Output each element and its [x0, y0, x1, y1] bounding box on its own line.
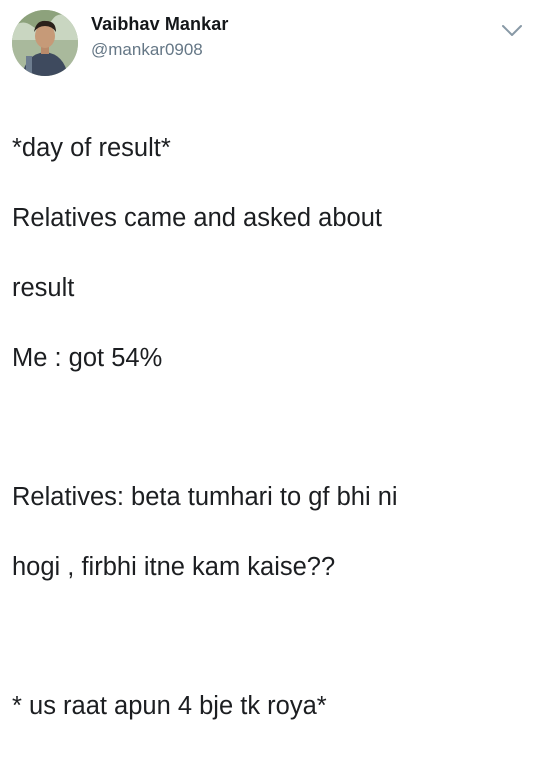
tweet-text: [12, 96, 532, 759]
tweet-line: result: [12, 274, 75, 302]
chevron-down-icon[interactable]: [500, 20, 524, 40]
tweet-line: *day of result*: [12, 134, 171, 162]
tweet-line: * us raat apun 4 bje tk roya*: [12, 692, 327, 720]
tweet-line: Me : got 54%: [12, 344, 163, 372]
tweet-line: Relatives: beta tumhari to gf bhi ni: [12, 483, 398, 511]
author-name[interactable]: Vaibhav Mankar: [91, 14, 229, 34]
avatar-image: [12, 10, 78, 76]
tweet-line: Relatives came and asked about: [12, 204, 382, 232]
author-handle[interactable]: @mankar0908: [91, 40, 203, 59]
avatar[interactable]: [12, 10, 78, 76]
blank-line: [12, 411, 532, 445]
blank-line: [12, 620, 532, 654]
tweet-line: hogi , firbhi itne kam kaise??: [12, 553, 336, 581]
